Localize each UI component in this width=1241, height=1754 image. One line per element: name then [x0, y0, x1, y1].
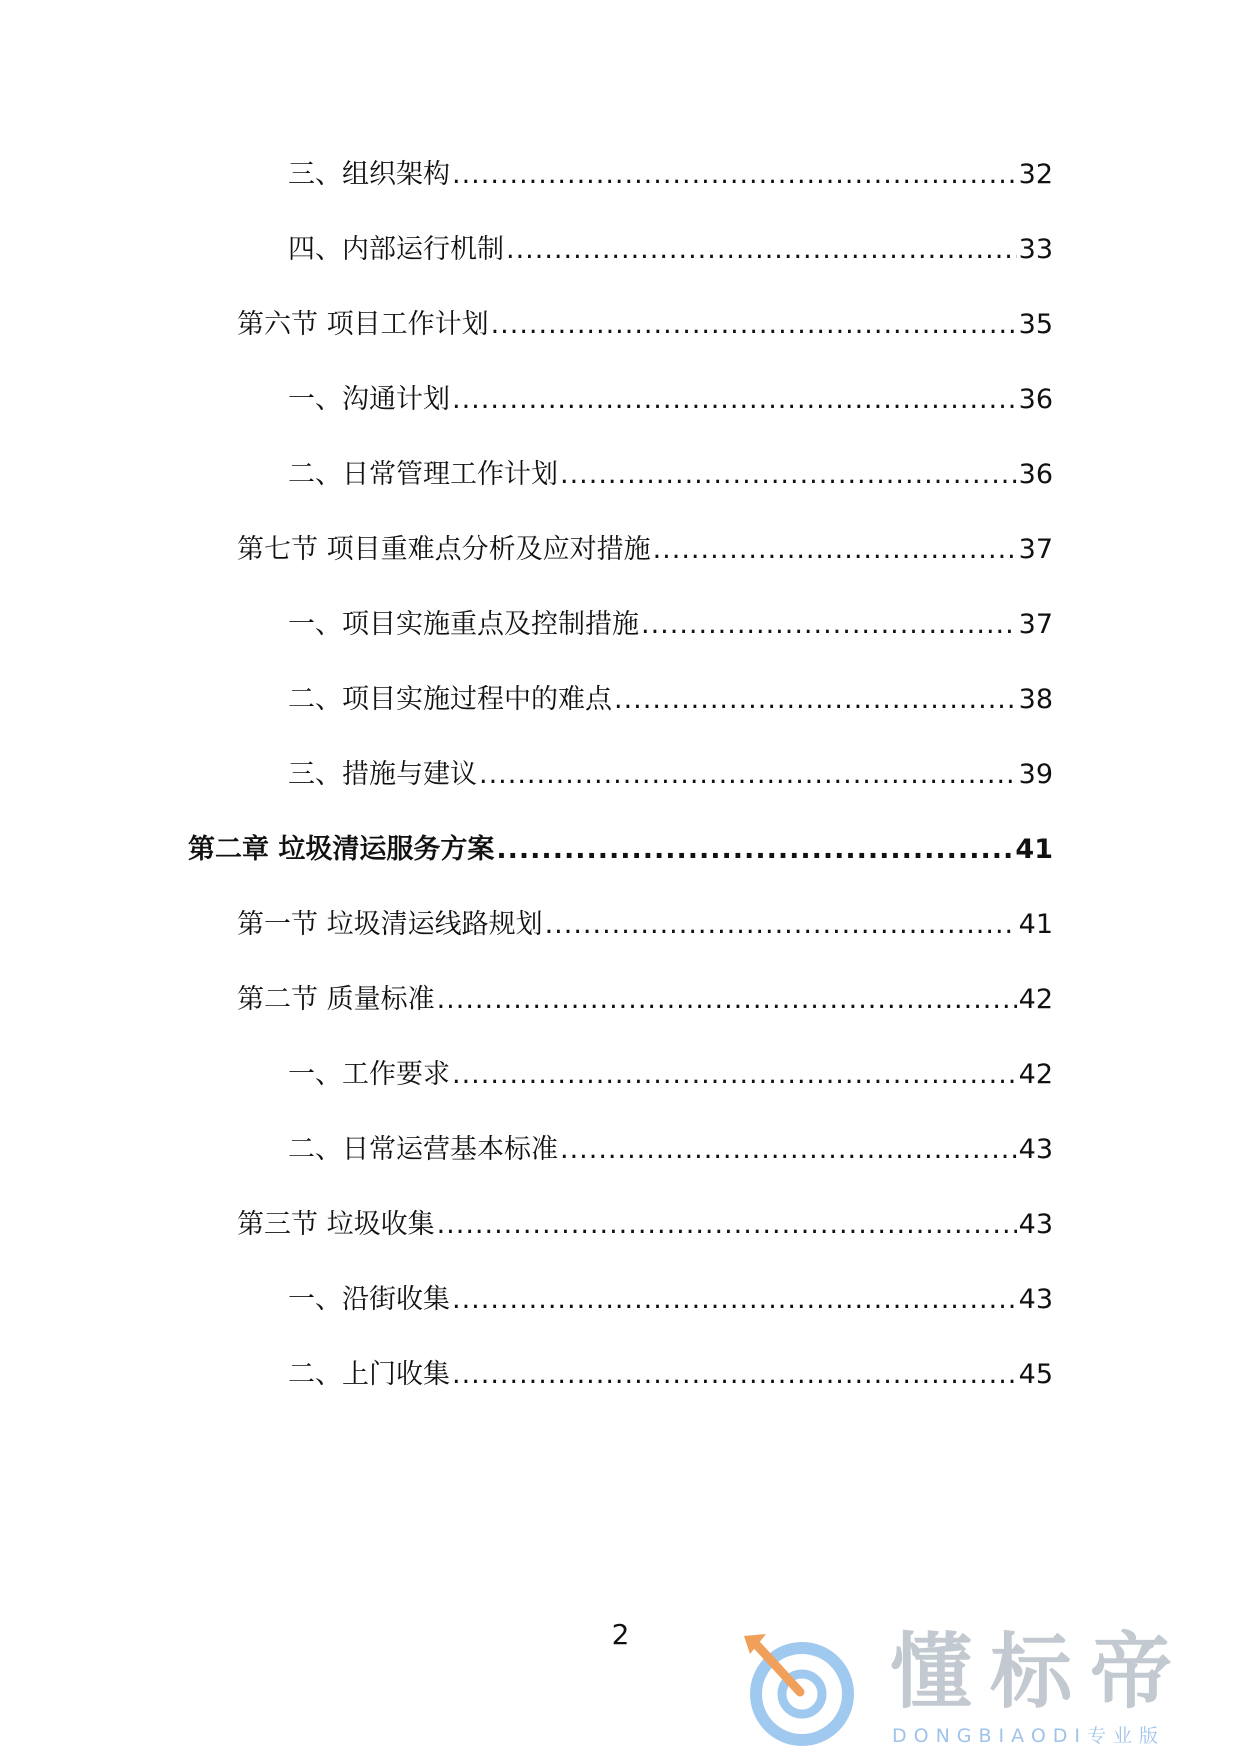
toc-entry[interactable]: [237, 530, 1053, 570]
toc-entry-title: 二、上门收集: [288, 1359, 450, 1390]
toc-entry-title: 第三节 垃圾收集: [237, 1209, 435, 1240]
toc-entry-page: 38: [1018, 684, 1053, 715]
toc-dot-leader: [614, 680, 1017, 720]
toc-entry[interactable]: [288, 1355, 1053, 1395]
watermark-subtitle: DONGBIAODI专业版: [892, 1725, 1166, 1747]
toc-entry-page: 43: [1018, 1134, 1053, 1165]
toc-entry-title: 一、沿街收集: [288, 1284, 450, 1315]
toc-entry-page: 39: [1018, 759, 1053, 790]
toc-entry-page: 35: [1018, 309, 1053, 340]
toc-entry-title: 一、沟通计划: [288, 384, 450, 415]
toc-dot-leader: [452, 1355, 1017, 1395]
toc-dot-leader: [452, 1280, 1017, 1320]
toc-entry-page: 43: [1018, 1284, 1053, 1315]
toc-dot-leader: [653, 530, 1017, 570]
watermark: [740, 1620, 1220, 1750]
toc-entry-page: 33: [1018, 234, 1053, 265]
toc-chapter-entry[interactable]: [188, 830, 1053, 870]
toc-entry[interactable]: [288, 1130, 1053, 1170]
toc-entry[interactable]: [288, 155, 1053, 195]
toc-entry[interactable]: [288, 230, 1053, 270]
toc-dot-leader: [452, 1055, 1017, 1095]
toc-entry[interactable]: [288, 755, 1053, 795]
target-logo-icon: [740, 1628, 870, 1748]
toc-entry-title: 第二节 质量标准: [237, 984, 435, 1015]
toc-entry-title: 二、项目实施过程中的难点: [288, 684, 612, 715]
toc-entry-page: 43: [1018, 1209, 1053, 1240]
toc-entry-page: 41: [1015, 834, 1053, 865]
toc-entry-page: 36: [1018, 384, 1053, 415]
toc-dot-leader: [641, 605, 1017, 645]
toc-entry-title: 二、日常运营基本标准: [288, 1134, 558, 1165]
toc-entry[interactable]: [288, 680, 1053, 720]
toc-dot-leader: [560, 455, 1017, 495]
toc-entry-page: 42: [1018, 984, 1053, 1015]
toc-entry-title: 第六节 项目工作计划: [237, 309, 489, 340]
toc-entry-title: 三、措施与建议: [288, 759, 477, 790]
toc-entry-page: 36: [1018, 459, 1053, 490]
toc-entry[interactable]: [288, 455, 1053, 495]
toc-entry-page: 32: [1018, 159, 1053, 190]
toc-dot-leader: [437, 1205, 1017, 1245]
toc-dot-leader: [560, 1130, 1017, 1170]
toc-entry-page: 37: [1018, 609, 1053, 640]
toc-entry[interactable]: [237, 905, 1053, 945]
toc-entry[interactable]: [237, 1205, 1053, 1245]
toc-entry-title: 一、工作要求: [288, 1059, 450, 1090]
toc-entry-page: 42: [1018, 1059, 1053, 1090]
toc-dot-leader: [491, 305, 1017, 345]
toc-entry[interactable]: [288, 1055, 1053, 1095]
toc-dot-leader: [437, 980, 1017, 1020]
toc-dot-leader: [506, 230, 1017, 270]
toc-entry[interactable]: [288, 380, 1053, 420]
toc-entry-page: 37: [1018, 534, 1053, 565]
toc-dot-leader: [452, 155, 1017, 195]
toc-entry-title: 三、组织架构: [288, 159, 450, 190]
toc-entry-title: 第二章 垃圾清运服务方案: [188, 834, 495, 865]
page-number: 2: [611, 1618, 630, 1651]
toc-dot-leader: [496, 830, 1013, 870]
toc-entry-title: 一、项目实施重点及控制措施: [288, 609, 639, 640]
toc-entry-title: 二、日常管理工作计划: [288, 459, 558, 490]
toc-entry[interactable]: [237, 305, 1053, 345]
toc-entry[interactable]: [288, 605, 1053, 645]
watermark-brand: 懂标帝: [890, 1625, 1191, 1720]
toc-dot-leader: [452, 380, 1017, 420]
toc-entry[interactable]: [237, 980, 1053, 1020]
toc-entry-title: 第一节 垃圾清运线路规划: [237, 909, 543, 940]
toc-entry-title: 第七节 项目重难点分析及应对措施: [237, 534, 651, 565]
toc-dot-leader: [545, 905, 1017, 945]
toc-dot-leader: [479, 755, 1017, 795]
toc-entry-title: 四、内部运行机制: [288, 234, 504, 265]
toc-entry-page: 45: [1018, 1359, 1053, 1390]
toc-entry[interactable]: [288, 1280, 1053, 1320]
toc-entry-page: 41: [1018, 909, 1053, 940]
